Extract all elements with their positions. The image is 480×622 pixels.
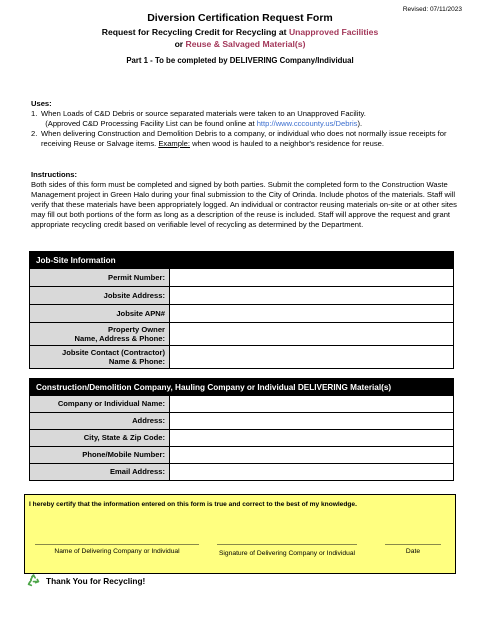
jobsite-apn-label: Jobsite APN#	[30, 305, 170, 323]
certification-box	[24, 494, 456, 574]
example-text: when wood is hauled to a neighbor's residence for reuse.	[190, 139, 384, 149]
email-field[interactable]	[170, 464, 454, 481]
form-title: Diversion Certification Request Form	[147, 12, 333, 24]
company-address-label: Address:	[30, 413, 170, 430]
company-name-label: Company or Individual Name:	[30, 396, 170, 413]
permit-number-field[interactable]	[170, 269, 454, 287]
uses-list	[31, 109, 456, 149]
revised-date: Revised: 07/11/2023	[402, 6, 462, 13]
subtitle-highlight-reuse: Reuse & Salvaged Material(s)	[185, 38, 306, 49]
property-owner-field[interactable]	[170, 323, 454, 346]
certification-text: I hereby certify that the information entered on this form is true and correct to the best of my knowledge.	[29, 501, 357, 508]
uses-heading: Uses:	[31, 99, 52, 108]
signature-line[interactable]	[217, 544, 357, 545]
thank-you-footer	[27, 574, 145, 587]
example-label: Example:	[158, 139, 190, 149]
uses-item-2-number: 2.	[31, 129, 38, 139]
uses-item-2-text: When delivering Construction and Demolition Debris to a company, or individual who does not normally issue receipts for receiving Reuse or Salvage items.	[41, 129, 447, 149]
jobsite-contact-label: Jobsite Contact (Contractor) Name & Phone:	[30, 346, 170, 369]
company-header: Construction/Demolition Company, Hauling Company or Individual DELIVERING Material(s)	[30, 379, 454, 396]
property-owner-label: Property Owner Name, Address & Phone:	[30, 323, 170, 346]
form-subtitle	[0, 27, 480, 50]
email-label: Email Address:	[30, 464, 170, 481]
instructions-heading: Instructions:	[31, 170, 77, 179]
city-state-zip-label: City, State & Zip Code:	[30, 430, 170, 447]
subtitle-or: or	[174, 38, 186, 49]
subtitle-highlight-unapproved: Unapproved Facilities	[288, 27, 379, 37]
name-signature-line[interactable]	[35, 544, 199, 545]
uses-item-1-sub-suffix: ).	[357, 119, 363, 129]
uses-item-1-text: When Loads of C&D Debris or source separated materials were taken to an Unapproved Facility.	[41, 109, 366, 119]
phone-field[interactable]	[170, 447, 454, 464]
instructions-text: Both sides of this form must be completed and signed by both parties. Submit the completed form to the Construction Waste Management project in Green Halo during your final submission to the City of Orinda. Include photos of the materials. Staff will verify that these materials have been appropriately logged. An individual or contractor reusing materials on-site or at other sites may fill out both portions of the form as long as a description of the reuse is included. Staff will approve the request and grant appropriate recycling credit based on verifiable level of recycling as determined by the Department.	[31, 180, 457, 230]
company-name-field[interactable]	[170, 396, 454, 413]
company-address-field[interactable]	[170, 413, 454, 430]
jobsite-table	[29, 251, 454, 369]
debris-link[interactable]: http://www.cccounty.us/Debris	[256, 119, 358, 129]
uses-item-2	[31, 129, 456, 149]
uses-item-1-sub-prefix: (Approved C&D Processing Facility List can be found online at	[45, 119, 257, 129]
part1-heading: Part 1 - To be completed by DELIVERING Company/Individual	[126, 56, 354, 66]
permit-number-label: Permit Number:	[30, 269, 170, 287]
recycle-icon	[27, 574, 40, 587]
uses-section	[31, 99, 456, 149]
name-line-label: Name of Delivering Company or Individual	[54, 548, 180, 555]
jobsite-address-field[interactable]	[170, 287, 454, 305]
jobsite-header: Job-Site Information	[30, 252, 454, 269]
jobsite-contact-field[interactable]	[170, 346, 454, 369]
thank-you-text: Thank You for Recycling!	[46, 575, 146, 586]
city-state-zip-field[interactable]	[170, 430, 454, 447]
title-block	[0, 12, 480, 65]
phone-label: Phone/Mobile Number:	[30, 447, 170, 464]
jobsite-address-label: Jobsite Address:	[30, 287, 170, 305]
date-line[interactable]	[385, 544, 441, 545]
signature-line-label: Signature of Delivering Company or Individual	[218, 550, 356, 557]
uses-item-1-number: 1.	[31, 109, 38, 119]
company-table	[29, 378, 454, 481]
date-line-label: Date	[405, 548, 421, 555]
subtitle-prefix: Request for Recycling Credit for Recycling at	[101, 27, 289, 37]
instructions-section	[31, 170, 459, 230]
jobsite-apn-field[interactable]	[170, 305, 454, 323]
uses-item-1	[31, 109, 456, 129]
